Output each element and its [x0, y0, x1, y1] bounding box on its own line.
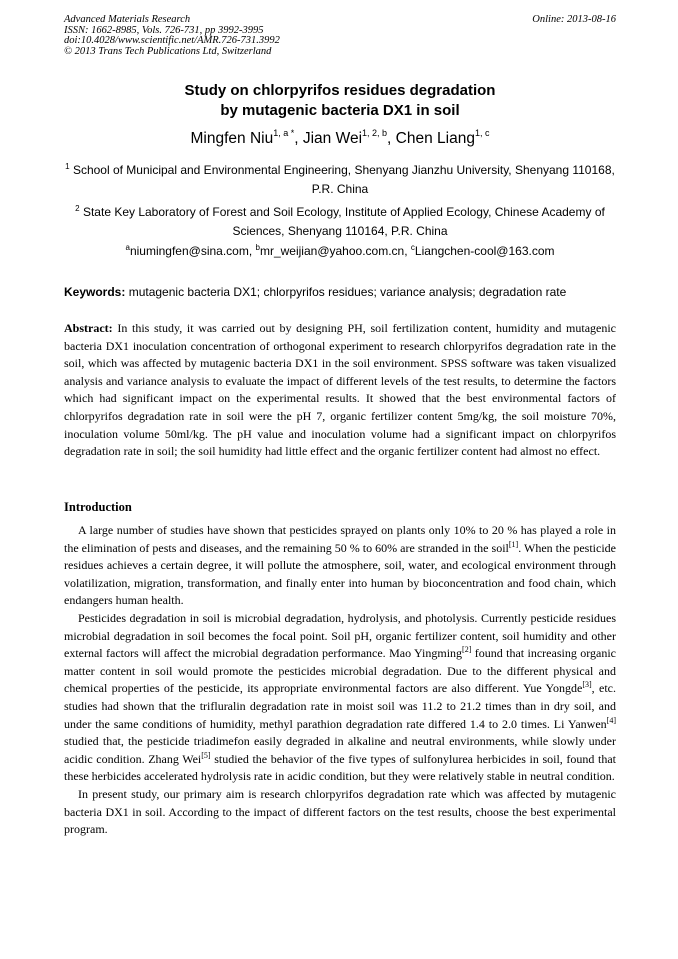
keywords-text: mutagenic bacteria DX1; chlorpyrifos residues; variance analysis; degradation rate — [128, 285, 567, 299]
abstract-label: Abstract: — [64, 321, 113, 335]
affiliation-text: State Key Laboratory of Forest and Soil Ecology, Institute of Applied Ecology, Chinese Academy of Sciences, Shenyang 110164, P.R. China — [82, 205, 605, 238]
author-name: Jian Wei — [302, 130, 363, 147]
abstract-section — [64, 320, 616, 461]
intro-paragraph-2 — [64, 610, 616, 786]
affiliation-number: 1 — [65, 162, 70, 171]
email-link[interactable]: niumingfen@sina.com, — [129, 244, 256, 258]
paper-title — [64, 81, 616, 121]
affiliation-1 — [64, 161, 616, 199]
affiliation-text: School of Municipal and Environmental Engineering, Shenyang Jianzhu University, Shenyang 110168, P.R. China — [72, 163, 615, 196]
issn-line: ISSN: 1662-8985, Vols. 726-731, pp 3992-3995 — [64, 24, 264, 36]
citation-ref[interactable]: [2] — [462, 645, 472, 655]
author-name: Chen Liang — [395, 130, 475, 147]
intro-paragraph-3: In present study, our primary aim is research chlorpyrifos degradation rate which was affected by mutagenic bacteria DX1 in soil. According to the impact of different factors on the test results, choose the best experimental program. — [64, 786, 616, 837]
citation-ref[interactable]: [4] — [606, 715, 616, 725]
title-line-1: Study on chlorpyrifos residues degradation — [184, 82, 496, 99]
paragraph-text: studied the behavior of the five types of sulfonylurea herbicides in soil, found that these herbicides accelerated hydrolysis rate in acidic condition, but they were relatively stable in neutral condition. — [64, 751, 616, 784]
intro-paragraph-1 — [64, 522, 616, 610]
email-mark: a — [125, 243, 130, 252]
citation-ref[interactable]: [1] — [508, 539, 519, 549]
paragraph-text: A large number of studies have shown that pesticides sprayed on plants only 10% to 20 % has played a role in the elimination of pests and diseases, and the remaining 50 % to 60% are stranded in the soil — [64, 523, 616, 555]
abstract-text: In this study, it was carried out by designing PH, soil fertilization content, humidity and mutagenic bacteria DX1 inoculation concentration of orthogonal experiment to research chlorpyrifos degradation rate in the soil, which was affected by mutagenic bacteria DX1 in the soil environment. SPSS software was taken visualized analysis and variance analysis to evaluate the impact of different levels of the test results, to determine the factors which had significant impact on the experimental results. It showed that the best environmental factors of chlorpyrifos degradation rate in soil were the pH 7, organic fertilizer content 5mg/kg, the soil moisture 70%, inoculation volume 50ml/kg. The pH value and inoculation volume had a significant impact on chlorpyrifos degradation rate in soil; the soil humidity had little effect and the organic fertilizer content had almost no effect. — [64, 321, 617, 459]
doi-line: doi:10.4028/www.scientific.net/AMR.726-731.3992 — [64, 35, 280, 46]
paragraph-text: studied that, the pesticide triadimefon easily degraded in alkaline and neutral environments, while slowly under acidic condition. Zhang Wei — [64, 734, 616, 766]
email-link[interactable]: mr_weijian@yahoo.com.cn, — [259, 244, 411, 258]
citation-ref[interactable]: [5] — [201, 750, 211, 760]
paragraph-text: Pesticides degradation in soil is microbial degradation, hydrolysis, and photolysis. Currently pesticide residues microbial degradation in soil becomes the focal point. Soil pH, organic fertilizer content, soil humidity and other external factors will affect the microbial degradation performance. Mao Yingming — [64, 610, 616, 661]
author-name: Mingfen Niu — [190, 130, 274, 147]
keywords-section — [64, 284, 616, 300]
email-mark: c — [410, 243, 415, 252]
paragraph-text: , etc. studies had shown that the trifluralin degradation rate in moist soil was 11.2 to 21.2 times than in dry soil, and under the same conditions of humidity, methyl parathion degradation rate differed 1.4 to 2.0 times. Li Yanwen — [64, 681, 616, 731]
journal-name: Advanced Materials Research — [64, 14, 191, 25]
copyright-line: © 2013 Trans Tech Publications Ltd, Switzerland — [64, 45, 272, 57]
title-line-2: by mutagenic bacteria DX1 in soil — [220, 102, 460, 119]
keywords-label: Keywords: — [64, 285, 126, 299]
introduction-heading: Introduction — [64, 500, 132, 514]
author-affiliation-mark: 1, c — [474, 128, 490, 138]
publication-header — [64, 15, 616, 57]
affiliation-2 — [64, 203, 616, 241]
introduction-body — [64, 522, 616, 839]
citation-ref[interactable]: [3] — [582, 680, 592, 690]
paragraph-text: . When the pesticide residues achieves a certain degree, it will pollute the atmosphere, soil, water, and ecological environment through volatilization, migration, transformation, and finally enter into human by bioconcentration and food chain, which endangers human health. — [64, 540, 617, 608]
affiliation-number: 2 — [75, 204, 80, 213]
email-mark: b — [255, 243, 260, 252]
paragraph-text: found that increasing organic matter content in soil would promote the pesticides microbial degradation. Due to the different physical and chemical properties of the pesticide, its appropriate environmental factors are also different. Yue Yongde — [64, 646, 616, 696]
author-affiliation-mark: 1, 2, b — [362, 128, 388, 138]
author-list: Mingfen Niu$^{1, a *}$, Jian Wei$^{1, 2, b}$, Chen Liang$^{1, c}$ — [190, 128, 490, 147]
online-date: Online: 2013-08-16 — [532, 14, 616, 25]
email-link[interactable]: Liangchen-cool@163.com — [414, 244, 555, 258]
author-affiliation-mark: 1, a * — [273, 128, 295, 138]
author-emails — [64, 243, 616, 259]
